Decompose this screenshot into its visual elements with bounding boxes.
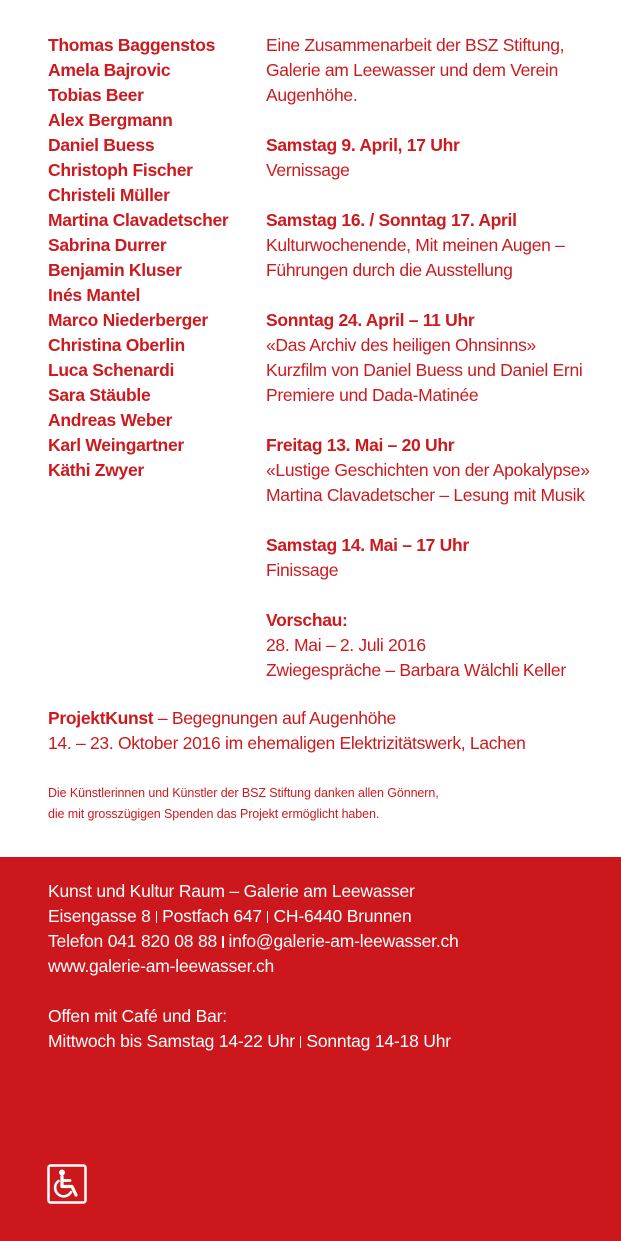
contact-line — [48, 929, 459, 954]
artist-name: Benjamin Kluser — [48, 260, 182, 280]
thanks-line: die mit grosszügigen Spenden das Projekt ermöglicht haben. — [48, 807, 380, 821]
event-date: Vorschau: — [266, 610, 348, 630]
opening-title: Offen mit Café und Bar: — [48, 1006, 227, 1026]
event-kulturwochenende — [266, 208, 616, 283]
project-dates: 14. – 23. Oktober 2016 im ehemaligen Elektrizitätswerk, Lachen — [48, 733, 526, 753]
event-description: Zwiegespräche – Barbara Wälchli Keller — [266, 660, 566, 680]
intro-line: Augenhöhe. — [266, 85, 358, 105]
intro-line: Galerie am Leewasser und dem Verein — [266, 60, 559, 80]
event-date: Freitag 13. Mai – 20 Uhr — [266, 435, 455, 455]
event-description: «Lustige Geschichten von der Apokalypse» — [266, 460, 590, 480]
contact-info — [48, 879, 459, 1054]
wheelchair-icon — [47, 1164, 87, 1204]
event-date: Samstag 16. / Sonntag 17. April — [266, 210, 517, 230]
artist-name: Andreas Weber — [48, 410, 173, 430]
email-link[interactable]: info@galerie-am-leewasser.ch — [228, 931, 459, 951]
event-date: Sonntag 24. April – 11 Uhr — [266, 310, 475, 330]
artist-name: Christoph Fischer — [48, 160, 193, 180]
event-preview — [266, 608, 616, 683]
artist-name: Martina Clavadetscher — [48, 210, 229, 230]
opening-sunday: Sonntag 14-18 Uhr — [306, 1031, 451, 1051]
artist-name: Thomas Baggenstos — [48, 35, 216, 55]
artist-name: Christeli Müller — [48, 185, 170, 205]
artist-name: Amela Bajrovic — [48, 60, 171, 80]
intro-line: Eine Zusammenarbeit der BSZ Stiftung, — [266, 35, 565, 55]
event-description: Kurzfilm von Daniel Buess und Daniel Erni — [266, 360, 583, 380]
venue-name: Kunst und Kultur Raum – Galerie am Leewasser — [48, 881, 415, 901]
opening-hours — [48, 1029, 459, 1054]
event-description: «Das Archiv des heiligen Ohnsinns» — [266, 335, 536, 355]
separator — [267, 911, 269, 923]
postbox: Postfach 647 — [162, 906, 262, 926]
thanks-line: Die Künstlerinnen und Künstler der BSZ Stiftung danken allen Gönnern, — [48, 786, 439, 800]
project-name: ProjektKunst — [48, 708, 154, 728]
artist-name: Inés Mantel — [48, 285, 141, 305]
address — [48, 904, 459, 929]
artist-name: Käthi Zwyer — [48, 460, 144, 480]
website-link[interactable]: www.galerie-am-leewasser.ch — [48, 956, 275, 976]
project-heading — [48, 706, 526, 731]
artist-name: Sabrina Durrer — [48, 235, 167, 255]
event-description: Kulturwochenende, Mit meinen Augen – — [266, 235, 565, 255]
artist-name: Daniel Buess — [48, 135, 155, 155]
event-schedule — [266, 33, 616, 708]
event-description: Finissage — [266, 560, 339, 580]
separator — [300, 1036, 302, 1048]
artist-list — [48, 33, 228, 483]
artist-name: Alex Bergmann — [48, 110, 173, 130]
artist-name: Tobias Beer — [48, 85, 144, 105]
artist-name: Christina Oberlin — [48, 335, 185, 355]
project-section — [48, 706, 526, 756]
separator — [222, 936, 224, 948]
project-tagline: – Begegnungen auf Augenhöhe — [153, 708, 396, 728]
event-description: Führungen durch die Ausstellung — [266, 260, 513, 280]
spacer — [48, 979, 459, 1004]
city: CH-6440 Brunnen — [273, 906, 412, 926]
opening-weekdays: Mittwoch bis Samstag 14-22 Uhr — [48, 1031, 295, 1051]
event-description: 28. Mai – 2. Juli 2016 — [266, 635, 426, 655]
event-description: Martina Clavadetscher – Lesung mit Musik — [266, 485, 585, 505]
event-description: Vernissage — [266, 160, 350, 180]
artist-name: Marco Niederberger — [48, 310, 208, 330]
separator — [156, 911, 158, 923]
event-date: Samstag 9. April, 17 Uhr — [266, 135, 460, 155]
street: Eisengasse 8 — [48, 906, 151, 926]
thanks-note — [48, 783, 439, 825]
intro-text — [266, 33, 616, 108]
event-lesung — [266, 433, 616, 508]
event-date: Samstag 14. Mai – 17 Uhr — [266, 535, 469, 555]
artist-name: Sara Stäuble — [48, 385, 151, 405]
event-finissage — [266, 533, 616, 583]
event-vernissage — [266, 133, 616, 183]
phone: Telefon 041 820 08 88 — [48, 931, 218, 951]
artist-name: Karl Weingartner — [48, 435, 184, 455]
event-film-premiere — [266, 308, 616, 408]
event-description: Premiere und Dada-Matinée — [266, 385, 479, 405]
artist-name: Luca Schenardi — [48, 360, 175, 380]
footer — [0, 857, 621, 1241]
